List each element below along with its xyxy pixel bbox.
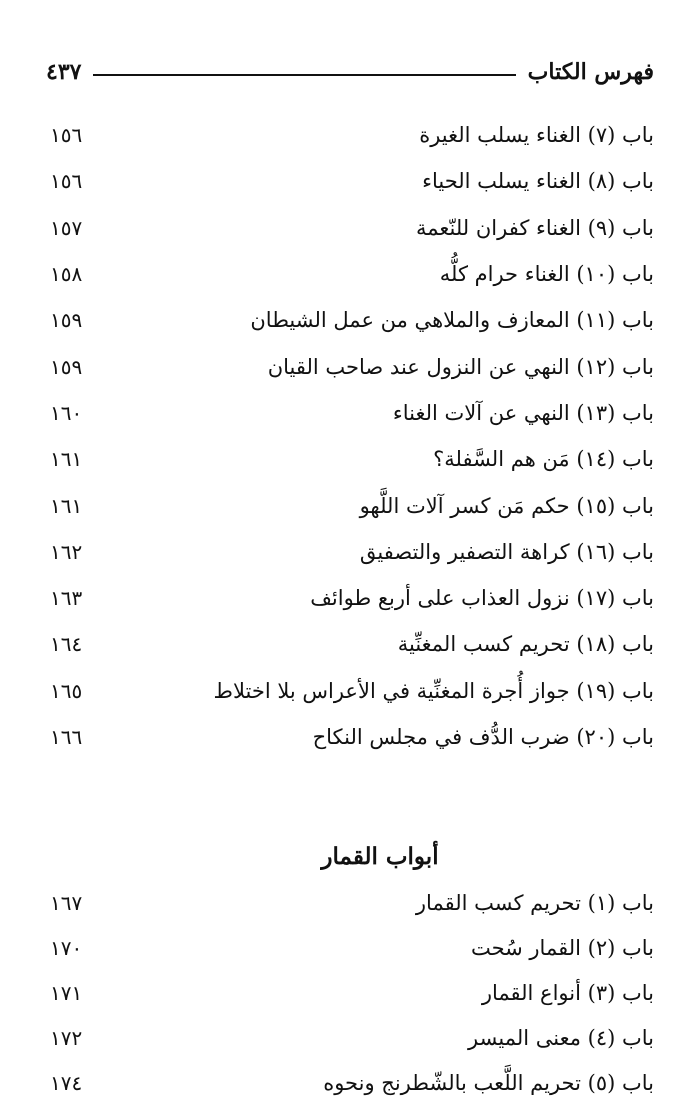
entry-page: ١٦٣ — [50, 586, 83, 611]
entry-page: ١٧٢ — [50, 1025, 83, 1050]
toc-entry — [46, 880, 654, 925]
toc-entry — [46, 621, 654, 667]
entry-page: ١٥٦ — [50, 123, 83, 148]
entry-title: باب (١٥) حكم مَن كسر آلات اللَّهو — [359, 493, 654, 518]
entry-page: ١٦٢ — [50, 539, 83, 564]
toc-entry — [46, 343, 654, 389]
entry-page: ١٦١ — [50, 447, 83, 472]
entry-page: ١٧١ — [50, 980, 83, 1005]
entry-title: باب (٨) الغناء يسلب الحياء — [422, 169, 654, 194]
entry-title: باب (١٩) جواز أُجرة المغنِّية في الأعراس بلا اختلاط — [213, 678, 654, 703]
entry-page: ١٦٠ — [50, 400, 83, 425]
toc-entry — [46, 970, 654, 1015]
entry-title: باب (٣) أنواع القمار — [481, 980, 654, 1005]
running-title: فهرس الكتاب — [527, 59, 654, 85]
toc-entry — [46, 251, 654, 297]
toc-entry — [46, 436, 654, 482]
entry-title: باب (١١) المعازف والملاهي من عمل الشيطان — [250, 308, 654, 333]
entry-page: ١٥٧ — [50, 215, 83, 240]
entry-title: باب (١) تحريم كسب القمار — [415, 890, 654, 915]
entry-page: ١٦٦ — [50, 725, 83, 749]
entry-title: باب (١٧) نزول العذاب على أربع طوائف — [310, 586, 654, 611]
entry-title: باب (١٤) مَن هم السَّفلة؟ — [433, 447, 654, 472]
entry-title: باب (٩) الغناء كفران للنّعمة — [415, 215, 654, 240]
toc-entry — [46, 714, 654, 760]
toc-entry — [46, 575, 654, 621]
toc-entry — [46, 482, 654, 528]
entry-page: ١٥٦ — [50, 169, 83, 194]
toc-entry — [46, 668, 654, 714]
page-number: ٤٣٧ — [46, 59, 82, 85]
entry-page: ١٧٤ — [50, 1070, 83, 1095]
toc-entry — [46, 297, 654, 343]
entry-title: باب (١٨) تحريم كسب المغنِّية — [397, 632, 654, 657]
entry-page: ١٦٥ — [50, 678, 83, 703]
entry-title: باب (١٢) النهي عن النزول عند صاحب القيان — [267, 354, 654, 379]
page-header — [46, 52, 654, 92]
toc-entry — [46, 925, 654, 970]
entry-page: ١٥٩ — [50, 354, 83, 379]
toc-list — [46, 112, 654, 760]
entry-title: باب (٢٠) ضرب الدُّف في مجلس النكاح — [312, 725, 654, 749]
toc-entry — [46, 158, 654, 204]
entry-page: ١٦٧ — [50, 890, 83, 915]
toc-entry — [46, 1060, 654, 1105]
entry-title: باب (١٦) كراهة التصفير والتصفيق — [359, 539, 654, 564]
entry-title: باب (٤) معنى الميسر — [468, 1025, 654, 1050]
entry-page: ١٦١ — [50, 493, 83, 518]
header-rule — [93, 74, 515, 76]
section-gambling — [46, 832, 654, 1105]
toc-entry — [46, 205, 654, 251]
toc-entry — [46, 1015, 654, 1060]
toc-entry — [46, 529, 654, 575]
entry-title: باب (١٣) النهي عن آلات الغناء — [392, 400, 654, 425]
entry-title: باب (٧) الغناء يسلب الغيرة — [419, 123, 654, 148]
section-toc-list — [46, 880, 654, 1105]
toc-entry — [46, 112, 654, 158]
entry-title: باب (٢) القمار سُحت — [470, 935, 654, 960]
entry-page: ١٥٩ — [50, 308, 83, 333]
entry-page: ١٧٠ — [50, 935, 83, 960]
entry-page: ١٥٨ — [50, 262, 83, 287]
toc-entry — [46, 390, 654, 436]
entry-title: باب (١٠) الغناء حرام كلُّه — [439, 262, 654, 287]
section-heading: أبواب القمار — [321, 842, 439, 870]
entry-page: ١٦٤ — [50, 632, 83, 657]
entry-title: باب (٥) تحريم اللَّعب بالشّطرنج ونحوه — [323, 1070, 654, 1095]
